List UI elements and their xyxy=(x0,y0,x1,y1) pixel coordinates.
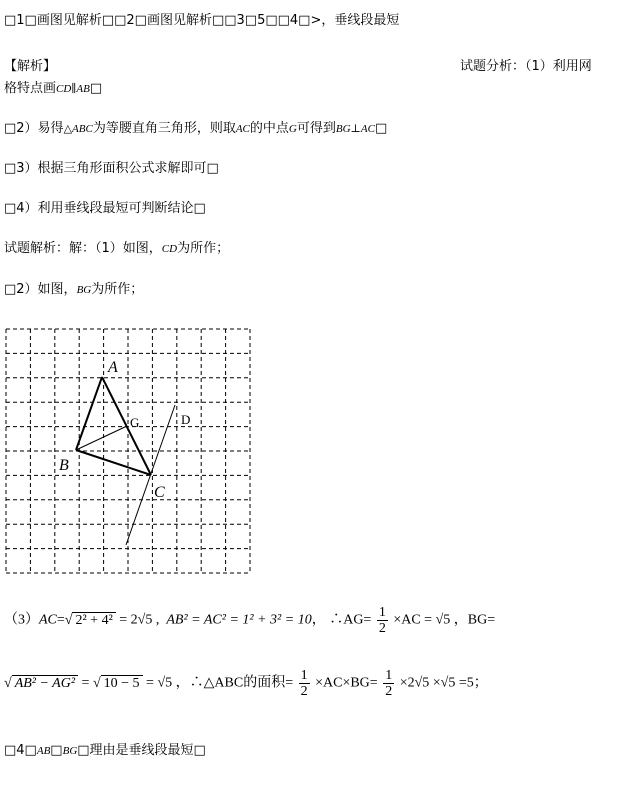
text: 的中点 xyxy=(249,121,289,136)
answer-line: □1□画图见解析□□2□画图见解析□□3□5□□4□>，垂线段最短 xyxy=(4,13,400,28)
math-cd-parallel-ab: CD∥AB xyxy=(56,83,90,95)
analysis-step-4: □4）利用垂线段最短可判断结论□ xyxy=(4,201,206,216)
math: BG xyxy=(62,745,78,757)
math: AB xyxy=(36,745,51,757)
denominator: 2 xyxy=(300,684,308,699)
solution-line-1 xyxy=(4,240,229,258)
text: 为所作； xyxy=(177,241,230,256)
fraction-half xyxy=(383,668,394,699)
section-label: 【解析】 xyxy=(4,59,57,74)
math: AC xyxy=(39,612,57,628)
math: AB² = AC² = 1² + 3² = 10 xyxy=(166,612,312,628)
text: □ xyxy=(89,81,103,96)
fraction-half xyxy=(299,668,310,699)
text: ×AC = √5 xyxy=(393,612,451,628)
denominator: 2 xyxy=(378,621,386,636)
calc-line-1: （3）AC=√ 2² + 4² = 2√5 , AB² = AC² = 1² + 3² = 10， ∴AG= $\frac{1}{2}$ ×AC = √5 ，BG= xyxy=(4,605,496,636)
numerator: 1 xyxy=(378,605,386,620)
radicand: 10 − 5 xyxy=(101,675,143,691)
analysis-step-2 xyxy=(4,120,387,138)
dashed-grid xyxy=(6,329,250,573)
analysis-intro-wrap xyxy=(4,80,102,98)
text: 可得到 xyxy=(296,121,336,136)
text: 为所作； xyxy=(91,282,144,297)
radicand: 2² + 4² xyxy=(72,612,115,628)
label-d: D xyxy=(181,412,191,427)
math: CD xyxy=(161,243,178,255)
text: □2）如图， xyxy=(4,282,77,297)
denominator: 2 xyxy=(385,684,393,699)
math: BG⊥AC xyxy=(335,123,375,135)
label-g: G xyxy=(130,415,140,430)
label-b: B xyxy=(59,457,69,474)
conclusion-line xyxy=(4,742,206,760)
text: □ xyxy=(374,121,388,136)
grid-figure xyxy=(4,327,252,575)
numerator: 1 xyxy=(300,668,308,683)
text: □4□ xyxy=(4,743,37,758)
sqrt-ac: √ 2² + 4² xyxy=(65,606,116,636)
sqrt-10-5: √ 10 − 5 xyxy=(93,669,143,699)
text: 为等腰直角三角形，则取 xyxy=(92,121,236,136)
text: = 2√5 xyxy=(119,612,153,628)
numerator: 1 xyxy=(385,668,393,683)
label-c: C xyxy=(154,484,165,501)
text: □理由是垂线段最短□ xyxy=(77,743,206,758)
text: ，∴△ABC的面积= xyxy=(175,675,294,691)
analysis-intro: 试题分析：（1）利用网 xyxy=(460,59,592,74)
text: = √5 xyxy=(146,675,173,691)
text: 格特点画 xyxy=(4,81,57,96)
text: □ xyxy=(50,743,63,758)
text: （3） xyxy=(4,612,39,628)
radicand: AB² − AG² xyxy=(12,675,78,691)
text: 试题解析：解：（1）如图， xyxy=(4,241,162,256)
analysis-step-3: □3）根据三角形面积公式求解即可□ xyxy=(4,161,219,176)
text: ×AC×BG= xyxy=(315,675,378,691)
text: ∴AG= xyxy=(329,612,372,628)
text: □2）易得 xyxy=(4,121,64,136)
text: ，BG= xyxy=(453,612,496,628)
sqrt-bg: √ AB² − AG² xyxy=(4,669,78,699)
text: ×2√5 ×√5 =5； xyxy=(399,675,488,691)
solution-line-2 xyxy=(4,281,143,299)
math: AC xyxy=(235,123,250,135)
math: BG xyxy=(76,284,92,296)
math: △ABC xyxy=(63,123,93,135)
text: = xyxy=(81,675,90,691)
calc-line-2 xyxy=(4,668,488,699)
label-a: A xyxy=(108,359,118,376)
math: G xyxy=(288,123,297,135)
fraction-half xyxy=(377,605,388,636)
